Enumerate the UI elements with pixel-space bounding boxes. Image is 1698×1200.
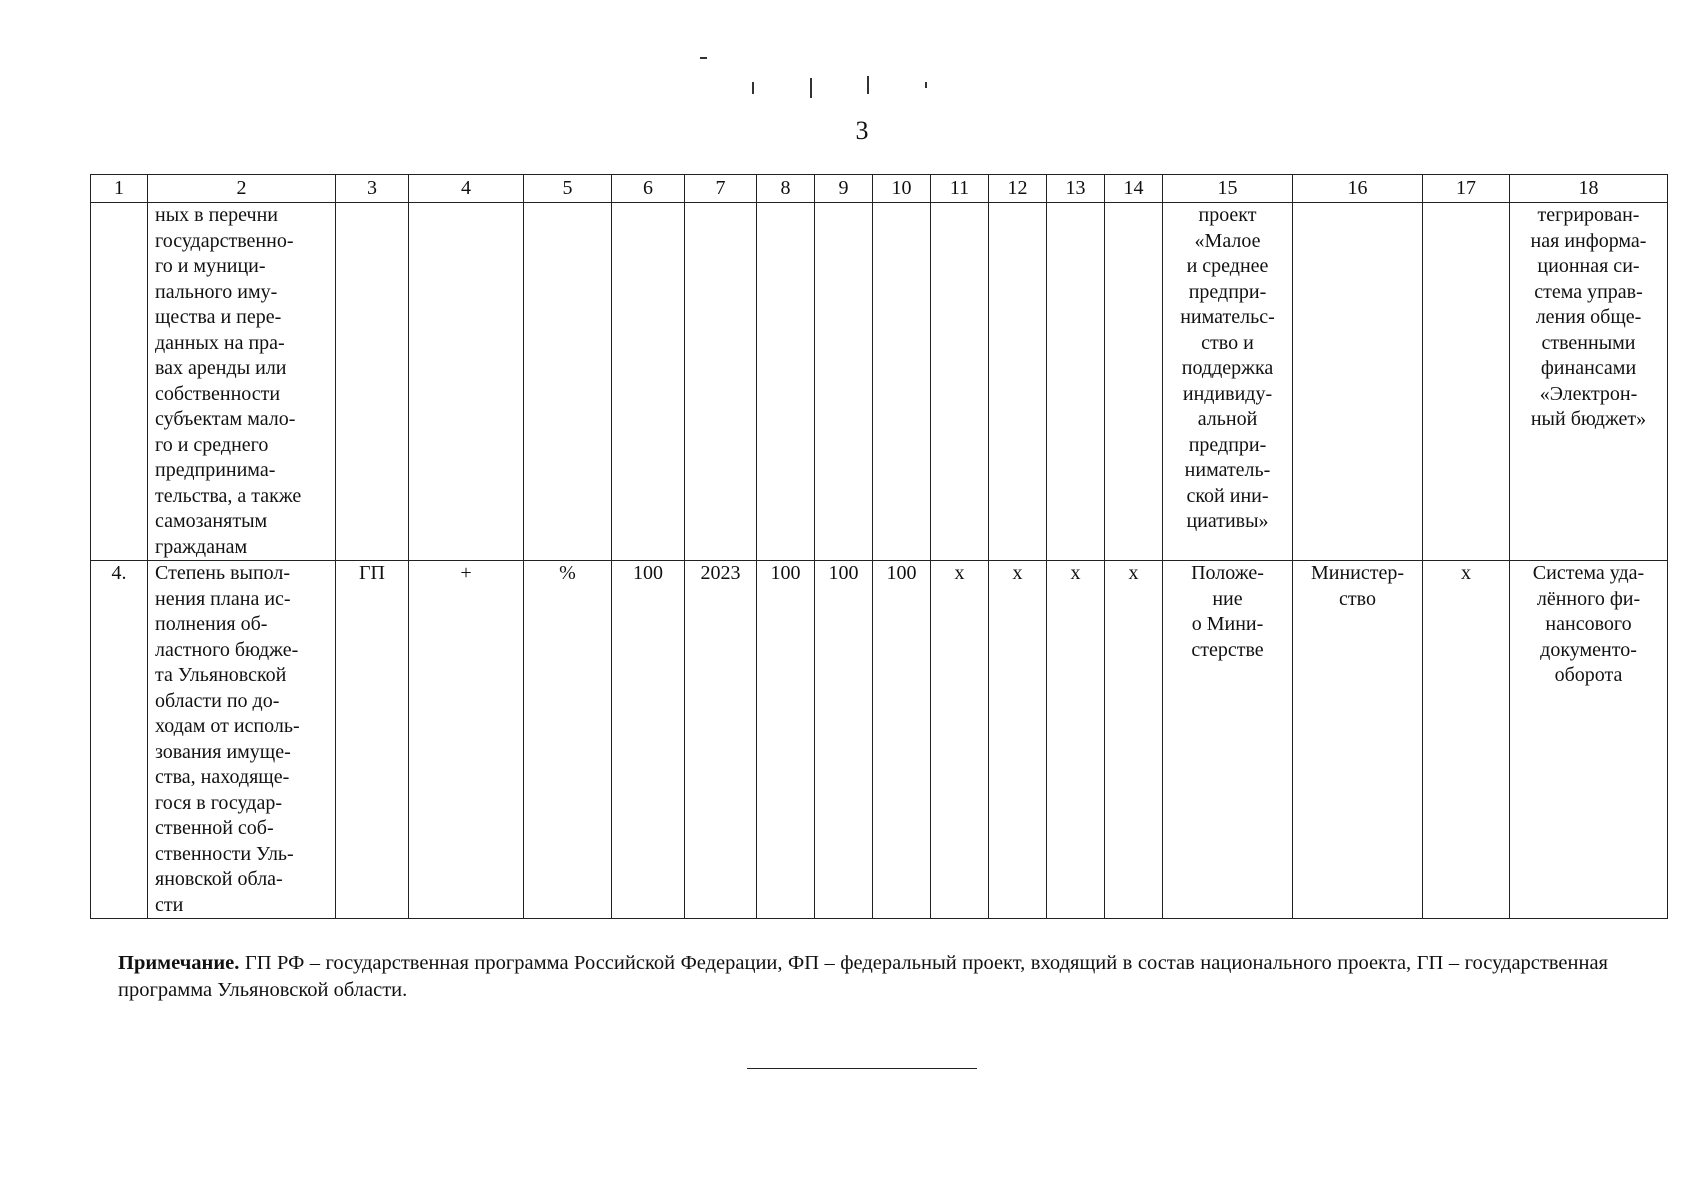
text-line: го и среднего xyxy=(155,433,269,456)
footnote-text: ГП РФ – государственная программа Российской Федерации, ФП – федеральный проект, входящий в состав национального проекта, ГП – государственная программа Ульяновской области. xyxy=(118,952,1608,1001)
table-cell: + xyxy=(409,561,524,919)
text-line: индивиду- xyxy=(1182,382,1273,405)
header-cell: 5 xyxy=(524,175,612,203)
footnote xyxy=(118,950,1608,1004)
text-line: документо- xyxy=(1540,638,1637,661)
text-line: пального иму- xyxy=(155,280,278,303)
text-line: яновской обла- xyxy=(155,868,283,890)
text-line: о Мини- xyxy=(1191,613,1264,635)
text-line: Степень выпол- xyxy=(155,562,291,584)
text-line: ственными xyxy=(1541,331,1636,354)
text-line: зования имуще- xyxy=(155,740,291,763)
empty-cell xyxy=(685,203,757,561)
header-cell: 3 xyxy=(336,175,409,203)
empty-cell xyxy=(612,203,685,561)
empty-cell xyxy=(336,203,409,561)
text-line: стерстве xyxy=(1191,638,1264,661)
text-line: Положе- xyxy=(1191,562,1264,584)
text-line: данных на пра- xyxy=(155,331,285,354)
text-line: гося в государ- xyxy=(155,791,282,814)
text-line: сти xyxy=(155,893,184,916)
basis-cell xyxy=(1163,561,1293,919)
table-row-4 xyxy=(91,561,1668,919)
basis-cell xyxy=(1163,203,1293,561)
year-cell: 2023 xyxy=(685,561,757,919)
header-cell: 7 xyxy=(685,175,757,203)
header-cell: 2 xyxy=(148,175,336,203)
text-line: нимательс- xyxy=(1180,306,1275,328)
header-cell: 17 xyxy=(1423,175,1510,203)
scan-mark xyxy=(752,82,754,94)
text-line: ных в перечни xyxy=(155,204,279,226)
text-line: циативы» xyxy=(1186,510,1269,532)
header-cell: 11 xyxy=(931,175,989,203)
text-line: ционная си- xyxy=(1537,255,1640,277)
header-cell: 16 xyxy=(1293,175,1423,203)
text-line: тельства, а также xyxy=(155,484,302,507)
text-line: ской ини- xyxy=(1186,484,1269,507)
header-cell: 10 xyxy=(873,175,931,203)
text-line: ственности Уль- xyxy=(155,842,294,865)
scan-mark xyxy=(810,78,812,98)
empty-cell xyxy=(815,203,873,561)
empty-cell xyxy=(989,203,1047,561)
header-cell: 18 xyxy=(1510,175,1668,203)
empty-cell xyxy=(931,203,989,561)
text-line: нансового xyxy=(1545,613,1632,635)
empty-cell xyxy=(757,203,815,561)
empty-cell xyxy=(873,203,931,561)
text-line: собственности xyxy=(155,382,281,405)
header-cell: 14 xyxy=(1105,175,1163,203)
header-cell: 6 xyxy=(612,175,685,203)
table-cell: 100 xyxy=(612,561,685,919)
text-line: тегрирован- xyxy=(1537,204,1640,226)
header-cell: 1 xyxy=(91,175,148,203)
text-line: финансами xyxy=(1540,357,1637,379)
header-row xyxy=(91,175,1668,203)
empty-cell xyxy=(1105,203,1163,561)
text-line: государственно- xyxy=(155,229,294,252)
text-line: го и муници- xyxy=(155,255,266,277)
text-line: предпри- xyxy=(1188,280,1267,303)
text-line: та Ульяновской xyxy=(155,664,287,686)
end-rule-divider xyxy=(747,1068,977,1069)
empty-cell xyxy=(1423,203,1510,561)
text-line: лённого фи- xyxy=(1536,587,1641,610)
empty-cell xyxy=(409,203,524,561)
text-line: Министер- xyxy=(1310,562,1405,584)
text-line: ная информа- xyxy=(1530,229,1647,252)
text-line: «Малое xyxy=(1194,229,1261,252)
table-cell: x xyxy=(1423,561,1510,919)
text-line: вах аренды или xyxy=(155,357,287,379)
text-line: нения плана ис- xyxy=(155,587,291,610)
text-line: и среднее xyxy=(1186,255,1269,277)
scan-mark xyxy=(700,57,707,59)
text-line: ления обще- xyxy=(1535,306,1642,328)
information-system-cell xyxy=(1510,203,1668,561)
text-line: области по до- xyxy=(155,689,280,712)
text-line: ходам от исполь- xyxy=(155,715,300,737)
unit-cell: % xyxy=(524,561,612,919)
text-line: полнения об- xyxy=(155,613,268,635)
header-cell: 13 xyxy=(1047,175,1105,203)
text-line: ство xyxy=(1339,587,1376,610)
text-line: альной xyxy=(1197,408,1258,430)
table-cell: 100 xyxy=(757,561,815,919)
text-line: ный бюджет» xyxy=(1530,408,1647,430)
empty-cell xyxy=(524,203,612,561)
text-line: предпри- xyxy=(1188,433,1267,456)
row-number-cell xyxy=(91,203,148,561)
text-line: щества и пере- xyxy=(155,306,282,328)
empty-cell xyxy=(1293,203,1423,561)
information-system-cell xyxy=(1510,561,1668,919)
table-cell: 100 xyxy=(873,561,931,919)
indicator-name-cell xyxy=(148,561,336,919)
text-line: оборота xyxy=(1554,664,1623,686)
header-cell: 4 xyxy=(409,175,524,203)
text-line: ства, находяще- xyxy=(155,766,290,788)
text-line: самозанятым xyxy=(155,510,268,532)
text-line: ние xyxy=(1212,587,1243,610)
text-line: ластного бюдже- xyxy=(155,638,299,661)
data-table xyxy=(90,174,1668,919)
responsible-cell xyxy=(1293,561,1423,919)
table-cell: x xyxy=(989,561,1047,919)
text-line: ственной соб- xyxy=(155,817,274,839)
footnote-label: Примечание. xyxy=(118,952,240,974)
empty-cell xyxy=(1047,203,1105,561)
table-cell: x xyxy=(1047,561,1105,919)
table-cell: 100 xyxy=(815,561,873,919)
table-row-continuation xyxy=(91,203,1668,561)
scan-mark xyxy=(867,76,869,94)
text-line: проект xyxy=(1198,204,1257,226)
text-line: поддержка xyxy=(1181,357,1274,379)
header-cell: 12 xyxy=(989,175,1047,203)
scan-mark xyxy=(925,82,927,88)
text-line: Система уда- xyxy=(1532,562,1645,584)
text-line: ство и xyxy=(1201,331,1254,354)
text-line: «Электрон- xyxy=(1539,382,1638,405)
header-cell: 9 xyxy=(815,175,873,203)
table-cell: x xyxy=(1105,561,1163,919)
text-line: стема управ- xyxy=(1534,280,1643,303)
header-cell: 15 xyxy=(1163,175,1293,203)
header-cell: 8 xyxy=(757,175,815,203)
program-type-cell: ГП xyxy=(336,561,409,919)
text-line: гражданам xyxy=(155,535,248,558)
table-cell: x xyxy=(931,561,989,919)
text-line: ниматель- xyxy=(1184,459,1271,481)
row-number-cell: 4. xyxy=(91,561,148,919)
text-line: предпринима- xyxy=(155,459,276,481)
indicator-name-cell xyxy=(148,203,336,561)
page-number: 3 xyxy=(855,116,869,145)
text-line: субъектам мало- xyxy=(155,408,296,430)
